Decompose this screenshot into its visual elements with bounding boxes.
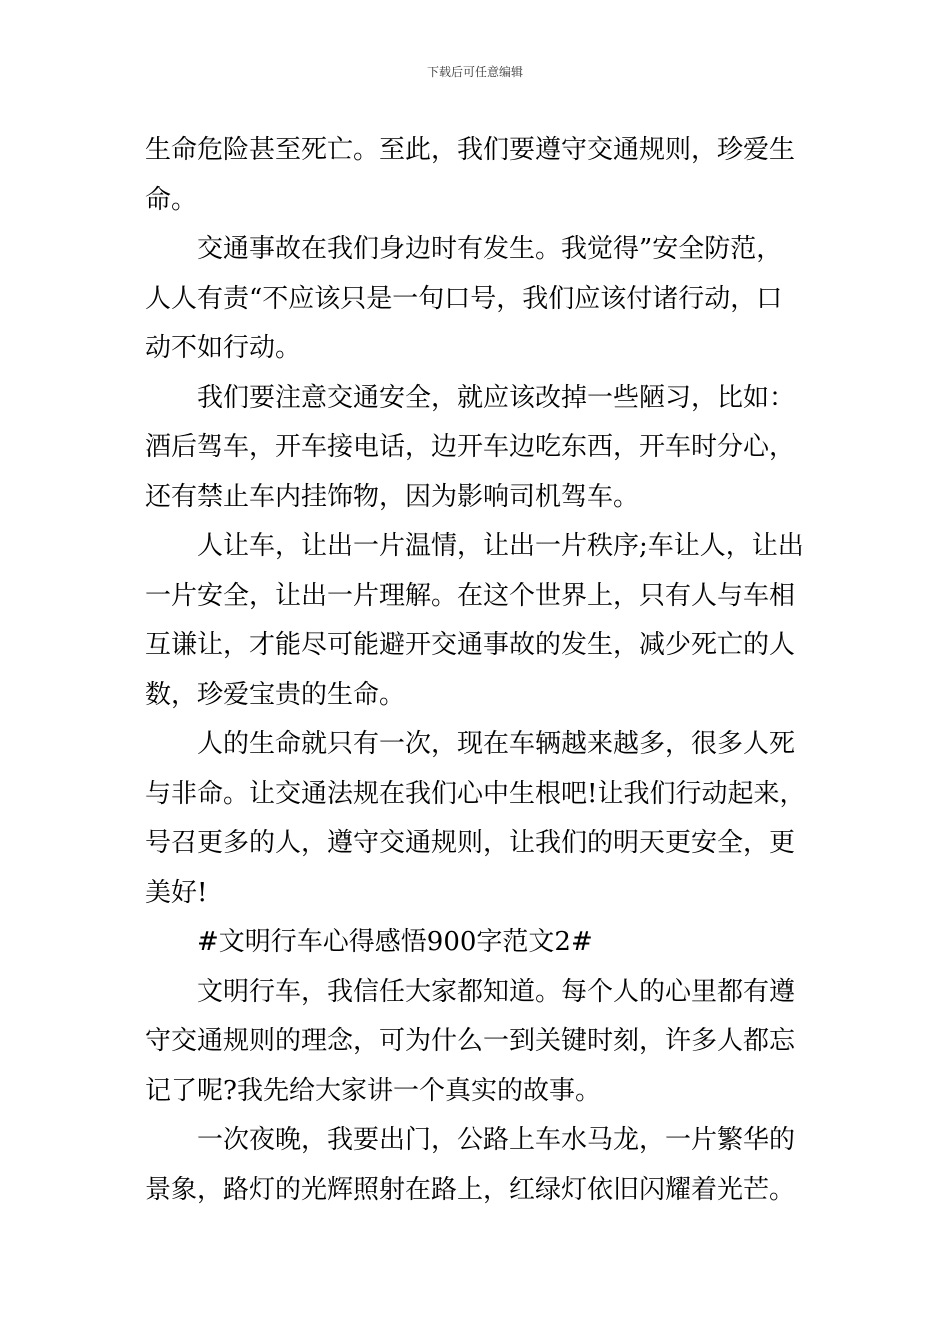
- text-line: 与非命。让交通法规在我们心中生根吧!让我们行动起来，: [145, 778, 806, 809]
- text-line: 我们要注意交通安全，就应该改掉一些陋习，比如：: [197, 382, 796, 413]
- text-line: 数，珍爱宝贵的生命。: [145, 679, 406, 710]
- text-line: 交通事故在我们身边时有发生。我觉得”安全防范，: [197, 234, 783, 264]
- text-line: 命。: [145, 184, 198, 215]
- text-line: 还有禁止车内挂饰物，因为影响司机驾车。: [145, 481, 640, 512]
- text-line: 一片安全，让出一片理解。在这个世界上，只有人与车相: [145, 580, 796, 611]
- page-header: 下载后可任意编辑: [426, 65, 523, 79]
- text-line: 人让车，让出一片温情，让出一片秩序;车让人，让出: [197, 531, 804, 561]
- paragraph: [145, 968, 810, 1117]
- text-line: 生命危险甚至死亡。至此，我们要遵守交通规则，珍爱生: [145, 135, 796, 165]
- document-body: [145, 126, 810, 1215]
- text-line: 人人有责“不应该只是一句口号，我们应该付诸行动，口: [145, 283, 783, 314]
- text-line: 动不如行动。: [145, 333, 302, 363]
- paragraph: [145, 374, 810, 523]
- text-line: 互谦让，才能尽可能避开交通事故的发生，减少死亡的人: [145, 630, 796, 660]
- paragraph: [145, 1116, 810, 1215]
- text-line: 守交通规则的理念，可为什么一到关键时刻，许多人都忘: [145, 1026, 796, 1056]
- paragraph: [145, 720, 810, 918]
- text-line: 记了呢?我先给大家讲一个真实的故事。: [145, 1075, 601, 1106]
- text-line: 人的生命就只有一次，现在车辆越来越多，很多人死: [197, 729, 796, 759]
- section-heading-text: #文明行车心得感悟900字范文2#: [197, 927, 593, 957]
- section-heading: [145, 918, 810, 968]
- paragraph: [145, 225, 810, 374]
- paragraph: [145, 522, 810, 720]
- text-line: 一次夜晚，我要出门，公路上车水马龙，一片繁华的: [197, 1125, 796, 1155]
- paragraph: [145, 126, 810, 225]
- text-line: 号召更多的人，遵守交通规则，让我们的明天更安全，更: [145, 828, 796, 858]
- text-line: 酒后驾车，开车接电话，边开车边吃东西，开车时分心，: [145, 432, 796, 462]
- text-line: 景象，路灯的光辉照射在路上，红绿灯依旧闪耀着光芒。: [145, 1174, 796, 1205]
- text-line: 美好!: [145, 877, 208, 908]
- text-line: 文明行车，我信任大家都知道。每个人的心里都有遵: [197, 976, 796, 1007]
